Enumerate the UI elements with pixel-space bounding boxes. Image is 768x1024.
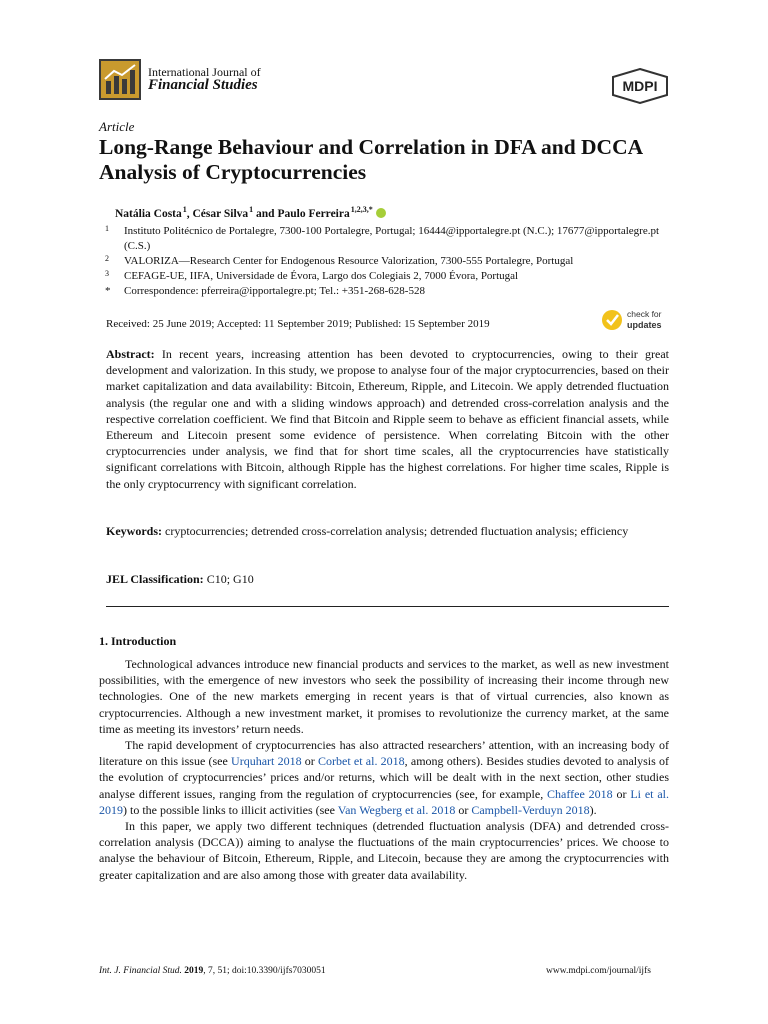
footer-doi: , 7, 51; doi:10.3390/ijfs7030051 xyxy=(203,966,326,976)
paragraph-text: , among others). Besides studies devoted to analysis of the evolution of cryptocurrencies’ prices and/or returns, which will be dealt with in the next section, other studies analyse different issues, ranging from the regulation of cryptocurrencies (see, for example, xyxy=(99,754,670,801)
citation-link[interactable]: Campbell-Verduyn 2018 xyxy=(471,802,590,817)
paragraph: Technological advances introduce new financial products and services to the market, as well as new investment possibilities, with the emergence of new investors who seek the possibility of increasing their income through new technologies. One of the new markets emerging in recent years is that of virtual currencies, also known as cryptocurrencies. Although a new investment market, it promises to revolutionize the currency market, at the same time as meeting its investors’ return needs. xyxy=(99,657,669,736)
author-affil-sup: 1 xyxy=(182,205,187,214)
author-name: Paulo Ferreira xyxy=(277,207,350,220)
citation-link[interactable]: Corbet et al. 2018 xyxy=(318,754,405,769)
journal-name-line1: International Journal of xyxy=(148,65,261,79)
affiliation-number: 2 xyxy=(105,254,109,263)
journal-logo-icon xyxy=(99,59,141,100)
keywords-text: cryptocurrencies; detrended cross-correlation analysis; detrended fluctuation analysis; efficiency xyxy=(165,524,629,538)
abstract-text: In recent years, increasing attention has been devoted to cryptocurrencies, owing to their great development and valorization. In this study, we propose to analyse four of the major cryptocurrencies, based on their market capitalization and data availability: Bitcoin, Ethereum, Ripple, and Litecoin. We apply detrended fluctuation analysis (the regular one and with a sliding windows approach) and detrended cross-correlation analysis and the respective correlation coefficient. We find that Bitcoin and Ripple seem to behave as efficient financial assets, while Ethereum and Litecoin present some evidence of persistence. When correlating Bitcoin with the other cryptocurrencies under analysis, we find that for short time scales, all the cryptocurrencies have statistically significant correlations with Bitcoin, although Ripple has the highest correlations. For higher time scales, Ripple is the only cryptocurrency with significant correlation. xyxy=(106,347,670,491)
author-affil-sup: 1,2,3,* xyxy=(350,205,373,214)
paragraph-text: ). xyxy=(589,802,597,817)
abstract xyxy=(106,346,669,492)
affiliation-text: Instituto Politécnico de Portalegre, 7300-100 Portalegre, Portugal; 16444@ipportalegre.pt (N.C.); 17677@ipportalegre.pt (C.S.) xyxy=(124,225,660,252)
keywords-label: Keywords: xyxy=(106,524,162,538)
paragraph-text: ) to the possible links to illicit activities (see xyxy=(123,802,338,817)
affiliation-text: VALORIZA—Research Center for Endogenous Resource Valorization, 7300-555 Portalegre, Portugal xyxy=(124,255,574,267)
jel-label: JEL Classification: xyxy=(106,572,204,586)
mdpi-logo-icon xyxy=(611,68,669,104)
footer-journal: Int. J. Financial Stud. xyxy=(99,966,182,976)
article-title: Long-Range Behaviour and Correlation in DFA and DCCA Analysis of Cryptocurrencies xyxy=(99,135,642,184)
paragraph-text: or xyxy=(455,802,472,817)
affiliation-number: * xyxy=(105,285,111,297)
paragraph: In this paper, we apply two different techniques (detrended fluctuation analysis (DFA) and detrended cross-correlation analysis (DCCA)) aiming to analyse the fluctuations of the main cryptocurrencies’ prices. We choose to analyse the behaviour of Bitcoin, Ethereum, Ripple, and Litecoin, because they are among the cryptocurrencies with greater capitalization and are also among those with greater data availability. xyxy=(99,819,669,882)
section-divider xyxy=(106,606,669,607)
affiliation-item xyxy=(100,269,680,284)
keywords xyxy=(106,523,669,539)
jel-codes: C10; G10 xyxy=(206,572,254,586)
section-title: 1. Introduction xyxy=(99,634,177,648)
journal-name-line2: Financial Studies xyxy=(148,77,258,93)
author-affil-sup: 1 xyxy=(249,205,254,214)
check-updates-line1: check for xyxy=(627,309,662,319)
author-name: Natália Costa xyxy=(115,207,182,220)
citation-link[interactable]: Li et al. 2019 xyxy=(99,786,670,817)
paragraph-text: or xyxy=(612,786,631,801)
affiliation-item xyxy=(100,284,680,299)
publication-dates: Received: 25 June 2019; Accepted: 11 September 2019; Published: 15 September 2019 xyxy=(106,318,490,330)
citation-link[interactable]: Urquhart 2018 xyxy=(231,754,302,769)
affiliation-item xyxy=(100,254,680,269)
section-body xyxy=(99,656,669,883)
orcid-icon[interactable] xyxy=(376,208,386,218)
citation-link[interactable]: Van Wegberg et al. 2018 xyxy=(337,802,456,817)
paragraph xyxy=(99,737,669,818)
affiliation-text: CEFAGE-UE, IIFA, Universidade de Évora, Largo dos Colegiais 2, 7000 Évora, Portugal xyxy=(124,270,519,282)
footer-year: 2019 xyxy=(184,966,204,976)
author-list xyxy=(115,205,386,220)
check-for-updates-icon[interactable] xyxy=(600,306,672,334)
author-separator: , xyxy=(186,207,193,220)
author-name: César Silva xyxy=(192,207,249,220)
abstract-label: Abstract: xyxy=(106,347,155,361)
article-type: Article xyxy=(99,119,135,134)
jel-classification xyxy=(106,572,254,587)
affiliation-number: 1 xyxy=(105,224,109,233)
check-updates-line2: updates xyxy=(627,320,662,330)
citation-link[interactable]: Chaffee 2018 xyxy=(547,786,613,801)
author-separator: and xyxy=(253,207,278,220)
affiliations xyxy=(100,224,680,299)
footer-url[interactable]: www.mdpi.com/journal/ijfs xyxy=(546,966,651,976)
paragraph-text: or xyxy=(301,754,319,769)
footer-citation xyxy=(99,966,326,976)
affiliation-item xyxy=(100,224,680,254)
affiliation-text: Correspondence: pferreira@ipportalegre.pt; Tel.: +351-268-628-528 xyxy=(124,285,425,297)
paragraph-text: The rapid development of cryptocurrencies has also attracted researchers’ attention, with an increasing body of literature on this issue (see xyxy=(99,738,669,769)
mdpi-logo-text: MDPI xyxy=(622,78,658,94)
affiliation-number: 3 xyxy=(105,269,109,278)
